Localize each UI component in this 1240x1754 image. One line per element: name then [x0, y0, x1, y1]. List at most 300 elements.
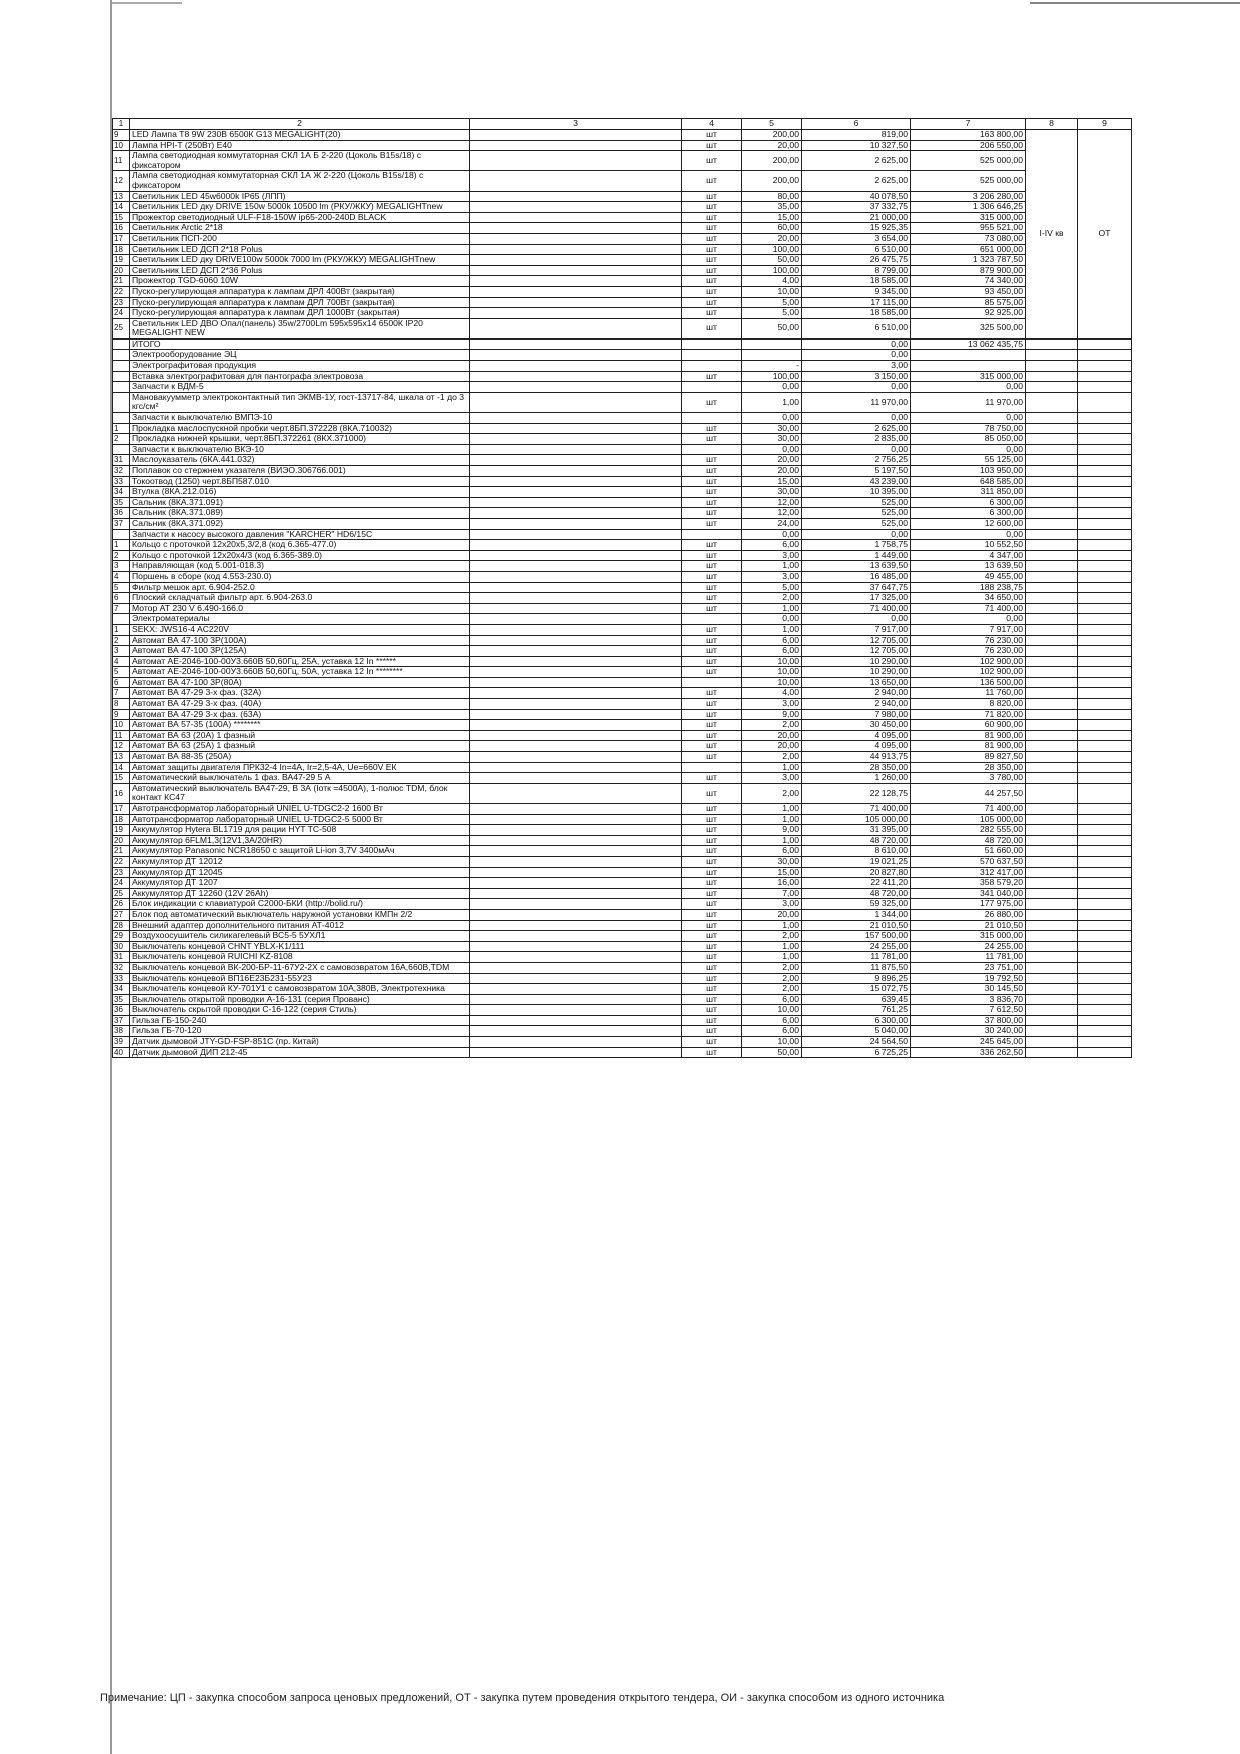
item-unit	[682, 350, 742, 361]
item-name: Направляющая (код 5.001-018.3)	[130, 561, 470, 572]
table-row	[113, 720, 1132, 731]
row-number	[113, 350, 130, 361]
item-note	[470, 773, 682, 784]
period-cell	[1026, 593, 1078, 604]
item-name: Датчик дымовой JTY-GD-FSP-851C (пр. Китай)	[130, 1037, 470, 1048]
row-number: 15	[113, 773, 130, 784]
period-cell	[1026, 561, 1078, 572]
item-name: Автомат ВА 47-100 3Р(100А)	[130, 635, 470, 646]
row-number: 4	[113, 571, 130, 582]
table-row	[113, 1047, 1132, 1058]
item-quantity: 7,00	[742, 888, 802, 899]
item-quantity: 6,00	[742, 994, 802, 1005]
period-cell	[1026, 920, 1078, 931]
item-note	[470, 297, 682, 308]
item-note	[470, 571, 682, 582]
item-unit: шт	[682, 476, 742, 487]
row-number: 25	[113, 318, 130, 339]
item-quantity: 20,00	[742, 466, 802, 477]
row-number	[113, 382, 130, 393]
item-unit: шт	[682, 392, 742, 412]
row-number: 20	[113, 265, 130, 276]
item-note	[470, 1037, 682, 1048]
item-price: 2 940,00	[802, 688, 911, 699]
item-quantity	[742, 339, 802, 350]
item-sum: 648 585,00	[911, 476, 1026, 487]
item-unit: шт	[682, 899, 742, 910]
item-price: 639,45	[802, 994, 911, 1005]
period-cell	[1026, 741, 1078, 752]
item-note	[470, 962, 682, 973]
row-number: 16	[113, 783, 130, 803]
item-note	[470, 550, 682, 561]
item-price: 9 345,00	[802, 286, 911, 297]
item-unit: шт	[682, 497, 742, 508]
table-row	[113, 962, 1132, 973]
row-number: 2	[113, 635, 130, 646]
item-unit: шт	[682, 455, 742, 466]
item-name: Автомат ВА 63 (25А) 1 фазный	[130, 741, 470, 752]
item-note	[470, 920, 682, 931]
item-price: 819,00	[802, 130, 911, 141]
item-price: 6 300,00	[802, 1015, 911, 1026]
method-cell	[1078, 593, 1132, 604]
item-unit: шт	[682, 856, 742, 867]
item-sum: 10 552,50	[911, 540, 1026, 551]
item-price: 6 510,00	[802, 318, 911, 339]
table-row	[113, 773, 1132, 784]
item-sum: 48 720,00	[911, 835, 1026, 846]
item-name: Аккумулятор ДТ 12045	[130, 867, 470, 878]
scan-top-right-artifact	[1030, 2, 1240, 4]
item-sum: 136 500,00	[911, 677, 1026, 688]
item-unit	[682, 361, 742, 372]
item-note	[470, 846, 682, 857]
row-number: 2	[113, 550, 130, 561]
period-cell	[1026, 529, 1078, 540]
period-cell	[1026, 773, 1078, 784]
item-note	[470, 941, 682, 952]
period-cell	[1026, 423, 1078, 434]
item-price: 6 725,25	[802, 1047, 911, 1058]
table-row	[113, 191, 1132, 202]
item-quantity: 5,00	[742, 308, 802, 319]
item-sum: 37 800,00	[911, 1015, 1026, 1026]
period-cell	[1026, 582, 1078, 593]
period-cell	[1026, 508, 1078, 519]
table-row	[113, 350, 1132, 361]
item-sum: 51 660,00	[911, 846, 1026, 857]
item-sum	[911, 350, 1026, 361]
item-quantity: 3,00	[742, 773, 802, 784]
table-row	[113, 561, 1132, 572]
row-number: 37	[113, 1015, 130, 1026]
item-name: Автомат ВА 47-100 3Р(80А)	[130, 677, 470, 688]
item-name: Прожектор светодиодный ULF-F18-150W ip65-200-240D BLACK	[130, 212, 470, 223]
item-unit: шт	[682, 297, 742, 308]
method-cell	[1078, 814, 1132, 825]
row-number: 22	[113, 856, 130, 867]
item-price: 10 395,00	[802, 487, 911, 498]
period-cell	[1026, 984, 1078, 995]
method-cell	[1078, 741, 1132, 752]
period-cell	[1026, 962, 1078, 973]
column-number: 5	[742, 119, 802, 130]
row-number: 29	[113, 931, 130, 942]
item-sum: 11 760,00	[911, 688, 1026, 699]
item-unit: шт	[682, 286, 742, 297]
item-sum: 315 000,00	[911, 371, 1026, 382]
row-number: 4	[113, 656, 130, 667]
item-name: Светильник LED дку DRIVE100w 5000k 7000 lm (РКУ/ЖКУ) MEGALIGHTnew	[130, 255, 470, 266]
item-note	[470, 825, 682, 836]
item-price: 17 115,00	[802, 297, 911, 308]
method-cell	[1078, 361, 1132, 372]
item-sum: 358 579,20	[911, 878, 1026, 889]
table-row	[113, 371, 1132, 382]
period-cell	[1026, 371, 1078, 382]
item-name: Автоматический выключатель ВА47-29, В 3А (Iотк =4500А), 1-полюс TDM, блок контакт КС47	[130, 783, 470, 803]
item-name: Автомат защиты двигателя ПРК32-4 In=4А, Ir=2,5-4А, Ue=660V ЕК	[130, 762, 470, 773]
item-name: Выключатель концевой КУ-701У1 с самовозвратом 10А,380В, Электротехника	[130, 984, 470, 995]
table-row	[113, 550, 1132, 561]
method-cell	[1078, 667, 1132, 678]
table-row	[113, 540, 1132, 551]
item-name: Светильник LED ДВО Опал(панель) 35w/2700Lm 595х595х14 6500К IP20 MEGALIGHT NEW	[130, 318, 470, 339]
item-note	[470, 255, 682, 266]
item-sum: 163 800,00	[911, 130, 1026, 141]
item-name: Мановакуумметр электроконтактный тип ЭКМВ-1У, гост-13717-84, шкала от -1 до 3 кгс/см²	[130, 392, 470, 412]
item-unit: шт	[682, 941, 742, 952]
item-unit: шт	[682, 1037, 742, 1048]
item-sum: 19 792,50	[911, 973, 1026, 984]
row-number: 32	[113, 962, 130, 973]
item-unit: шт	[682, 1047, 742, 1058]
item-price: 18 585,00	[802, 308, 911, 319]
table-row	[113, 593, 1132, 604]
item-sum: 44 257,50	[911, 783, 1026, 803]
item-name: Выключатель концевой ВК-200-БР-11-67У2-2Х с самовозвратом 16А,660В,TDM	[130, 962, 470, 973]
method-cell	[1078, 888, 1132, 899]
item-price: 157 500,00	[802, 931, 911, 942]
period-cell	[1026, 518, 1078, 529]
table-row	[113, 497, 1132, 508]
item-note	[470, 140, 682, 151]
table-row	[113, 518, 1132, 529]
item-note	[470, 455, 682, 466]
period-cell	[1026, 1026, 1078, 1037]
item-price: 11 970,00	[802, 392, 911, 412]
item-price: 8 610,00	[802, 846, 911, 857]
item-name: Пуско-регулирующая аппаратура к лампам ДРЛ 400Вт (закрытая)	[130, 286, 470, 297]
item-name: Прокладка нижней крышки, черт.8БП.372261 (8КХ.371000)	[130, 434, 470, 445]
item-quantity: 2,00	[742, 931, 802, 942]
item-name: Выключатель концевой RUICHI KZ-8108	[130, 952, 470, 963]
row-number: 3	[113, 561, 130, 572]
item-unit: шт	[682, 582, 742, 593]
period-cell	[1026, 434, 1078, 445]
item-note	[470, 835, 682, 846]
item-sum: 78 750,00	[911, 423, 1026, 434]
item-note	[470, 909, 682, 920]
method-cell	[1078, 856, 1132, 867]
item-quantity: 24,00	[742, 518, 802, 529]
item-sum: 28 350,00	[911, 762, 1026, 773]
item-unit: шт	[682, 171, 742, 191]
table-row	[113, 994, 1132, 1005]
item-quantity	[742, 350, 802, 361]
row-number: 12	[113, 171, 130, 191]
row-number: 27	[113, 909, 130, 920]
item-name: Выключатель скрытой проводки С-16-122 (серия Стиль)	[130, 1005, 470, 1016]
row-number	[113, 392, 130, 412]
period-cell	[1026, 677, 1078, 688]
item-note	[470, 856, 682, 867]
item-price: 9 896,25	[802, 973, 911, 984]
item-note	[470, 677, 682, 688]
item-note	[470, 899, 682, 910]
row-number: 8	[113, 699, 130, 710]
method-cell	[1078, 646, 1132, 657]
item-quantity: 0,00	[742, 413, 802, 424]
period-cell	[1026, 540, 1078, 551]
row-number: 11	[113, 151, 130, 171]
table-row	[113, 730, 1132, 741]
table-row	[113, 476, 1132, 487]
row-number: 19	[113, 255, 130, 266]
item-sum: 879 900,00	[911, 265, 1026, 276]
method-cell	[1078, 730, 1132, 741]
item-unit: шт	[682, 688, 742, 699]
item-name: Выключатель концевой ВП16Е23Б231-55У23	[130, 973, 470, 984]
item-price: 2 625,00	[802, 151, 911, 171]
item-price: 4 095,00	[802, 730, 911, 741]
item-sum: 81 900,00	[911, 730, 1026, 741]
item-name: Автомат ВА 63 (20А) 1 фазный	[130, 730, 470, 741]
table-row	[113, 297, 1132, 308]
period-cell	[1026, 994, 1078, 1005]
footnote: Примечание: ЦП - закупка способом запроса ценовых предложений, ОТ - закупка путем проведения открытого тендера, ОИ - закупка способом из одного источника	[100, 1692, 945, 1704]
item-price: 2 625,00	[802, 423, 911, 434]
item-sum: 55 125,00	[911, 455, 1026, 466]
method-cell	[1078, 487, 1132, 498]
item-unit: шт	[682, 603, 742, 614]
item-sum: 525 000,00	[911, 171, 1026, 191]
item-unit	[682, 413, 742, 424]
item-sum: 76 230,00	[911, 635, 1026, 646]
item-note	[470, 624, 682, 635]
item-name: Запчасти к насосу высокого давления "KARCHER" HD6/15C	[130, 529, 470, 540]
row-number: 33	[113, 973, 130, 984]
item-price: 10 327,50	[802, 140, 911, 151]
item-name: Плоский складчатый фильтр арт. 6.904-263.0	[130, 593, 470, 604]
item-name: Аккумулятор Panasonic NCR18650 с защитой Li-ion 3,7V 3400мАч	[130, 846, 470, 857]
item-quantity: 10,00	[742, 656, 802, 667]
item-sum: 325 500,00	[911, 318, 1026, 339]
item-sum: 315 000,00	[911, 931, 1026, 942]
item-quantity: 10,00	[742, 1037, 802, 1048]
item-quantity: 60,00	[742, 223, 802, 234]
period-cell	[1026, 952, 1078, 963]
item-quantity: 6,00	[742, 540, 802, 551]
row-number: 31	[113, 952, 130, 963]
item-note	[470, 508, 682, 519]
period-cell	[1026, 720, 1078, 731]
table-row	[113, 677, 1132, 688]
method-cell	[1078, 825, 1132, 836]
period-cell	[1026, 339, 1078, 350]
table-row	[113, 212, 1132, 223]
row-number: 14	[113, 202, 130, 213]
row-number: 9	[113, 709, 130, 720]
item-quantity: 2,00	[742, 984, 802, 995]
item-unit: шт	[682, 667, 742, 678]
item-quantity: 30,00	[742, 487, 802, 498]
item-price: 0,00	[802, 529, 911, 540]
item-note	[470, 423, 682, 434]
method-cell	[1078, 1015, 1132, 1026]
item-name: Вставка электрографитовая для пантографа электровоза	[130, 371, 470, 382]
item-quantity: 4,00	[742, 688, 802, 699]
item-quantity: 1,00	[742, 561, 802, 572]
item-note	[470, 276, 682, 287]
item-name: Пуско-регулирующая аппаратура к лампам ДРЛ 700Вт (закрытая)	[130, 297, 470, 308]
item-sum: 26 880,00	[911, 909, 1026, 920]
item-sum: 23 751,00	[911, 962, 1026, 973]
item-price: 12 705,00	[802, 646, 911, 657]
item-name: Гильза ГБ-150-240	[130, 1015, 470, 1026]
item-quantity: 0,00	[742, 529, 802, 540]
item-sum: 85 050,00	[911, 434, 1026, 445]
table-row	[113, 635, 1132, 646]
period-cell	[1026, 846, 1078, 857]
item-price: 11 781,00	[802, 952, 911, 963]
column-number: 9	[1078, 119, 1132, 130]
item-quantity: 1,00	[742, 392, 802, 412]
method-cell	[1078, 752, 1132, 763]
item-name: Прокладка маслоспускной пробки черт.8БП.372228 (8КА.710032)	[130, 423, 470, 434]
item-price: 7 980,00	[802, 709, 911, 720]
item-unit: шт	[682, 994, 742, 1005]
row-number: 35	[113, 497, 130, 508]
item-unit: шт	[682, 571, 742, 582]
row-number: 24	[113, 308, 130, 319]
method-cell	[1078, 518, 1132, 529]
table-row	[113, 130, 1132, 141]
item-quantity: 9,00	[742, 825, 802, 836]
method-cell	[1078, 444, 1132, 455]
table-row	[113, 941, 1132, 952]
item-name: Электрооборудование ЭЦ	[130, 350, 470, 361]
item-unit: шт	[682, 371, 742, 382]
item-name: Автомат ВА 47-29 3-х фаз. (63А)	[130, 709, 470, 720]
method-cell	[1078, 635, 1132, 646]
item-name: Аккумулятор Hytera BL1719 для рации HYT TC-508	[130, 825, 470, 836]
item-note	[470, 434, 682, 445]
table-row	[113, 151, 1132, 171]
column-number: 4	[682, 119, 742, 130]
item-name: Блок индикации с клавиатурой С2000-БКИ (http://bolid.ru/)	[130, 899, 470, 910]
period-cell: I-IV кв	[1026, 130, 1078, 339]
period-cell	[1026, 550, 1078, 561]
item-price: 0,00	[802, 382, 911, 393]
item-unit: шт	[682, 550, 742, 561]
row-number: 5	[113, 667, 130, 678]
method-cell	[1078, 656, 1132, 667]
item-name: Аккумулятор ДТ 1207	[130, 878, 470, 889]
item-quantity: 3,00	[742, 699, 802, 710]
item-unit: шт	[682, 804, 742, 815]
method-cell	[1078, 688, 1132, 699]
item-name: Светильник ПСП-200	[130, 233, 470, 244]
method-cell	[1078, 720, 1132, 731]
item-quantity: 1,00	[742, 762, 802, 773]
row-number	[113, 413, 130, 424]
item-name: Светильник LED 45w6000k IP65 (ЛПП)	[130, 191, 470, 202]
method-cell	[1078, 540, 1132, 551]
row-number: 14	[113, 762, 130, 773]
item-name: Автомат ВА 57-35 (100А) ********	[130, 720, 470, 731]
item-note	[470, 233, 682, 244]
period-cell	[1026, 709, 1078, 720]
item-name: Электроматериалы	[130, 614, 470, 625]
item-name: Пуско-регулирующая аппаратура к лампам ДРЛ 1000Вт (закрытая)	[130, 308, 470, 319]
item-unit: шт	[682, 561, 742, 572]
item-name: Кольцо с проточкой 12х20х5,3/2,8 (код 6.365-477.0)	[130, 540, 470, 551]
item-name: ИТОГО	[130, 339, 470, 350]
row-number: 22	[113, 286, 130, 297]
period-cell	[1026, 1037, 1078, 1048]
item-note	[470, 804, 682, 815]
table-row	[113, 1015, 1132, 1026]
item-unit: шт	[682, 984, 742, 995]
item-name: Втулка (8КА.212.016)	[130, 487, 470, 498]
period-cell	[1026, 497, 1078, 508]
row-number: 30	[113, 941, 130, 952]
item-quantity: 0,00	[742, 614, 802, 625]
item-sum: 315 000,00	[911, 212, 1026, 223]
item-unit: шт	[682, 308, 742, 319]
item-unit: шт	[682, 151, 742, 171]
item-quantity: 12,00	[742, 508, 802, 519]
item-note	[470, 1005, 682, 1016]
item-name: Лампа светодиодная коммутаторная СКЛ 1А Б 2-220 (Цоколь B15s/18) с фиксатором	[130, 151, 470, 171]
item-unit: шт	[682, 1005, 742, 1016]
item-note	[470, 171, 682, 191]
item-price: 30 450,00	[802, 720, 911, 731]
table-row	[113, 1005, 1132, 1016]
row-number: 28	[113, 920, 130, 931]
item-unit: шт	[682, 635, 742, 646]
period-cell	[1026, 752, 1078, 763]
item-sum: 1 306 646,25	[911, 202, 1026, 213]
item-note	[470, 814, 682, 825]
item-name: Маслоуказатель (6КА.441.032)	[130, 455, 470, 466]
item-sum: 8 820,00	[911, 699, 1026, 710]
table-row	[113, 1037, 1132, 1048]
item-quantity: 20,00	[742, 741, 802, 752]
item-price: 0,00	[802, 614, 911, 625]
item-unit: шт	[682, 962, 742, 973]
item-sum: 34 650,00	[911, 593, 1026, 604]
table-row	[113, 202, 1132, 213]
method-cell	[1078, 1026, 1132, 1037]
row-number: 23	[113, 867, 130, 878]
item-price: 3 654,00	[802, 233, 911, 244]
row-number: 23	[113, 297, 130, 308]
method-cell	[1078, 941, 1132, 952]
method-cell	[1078, 466, 1132, 477]
